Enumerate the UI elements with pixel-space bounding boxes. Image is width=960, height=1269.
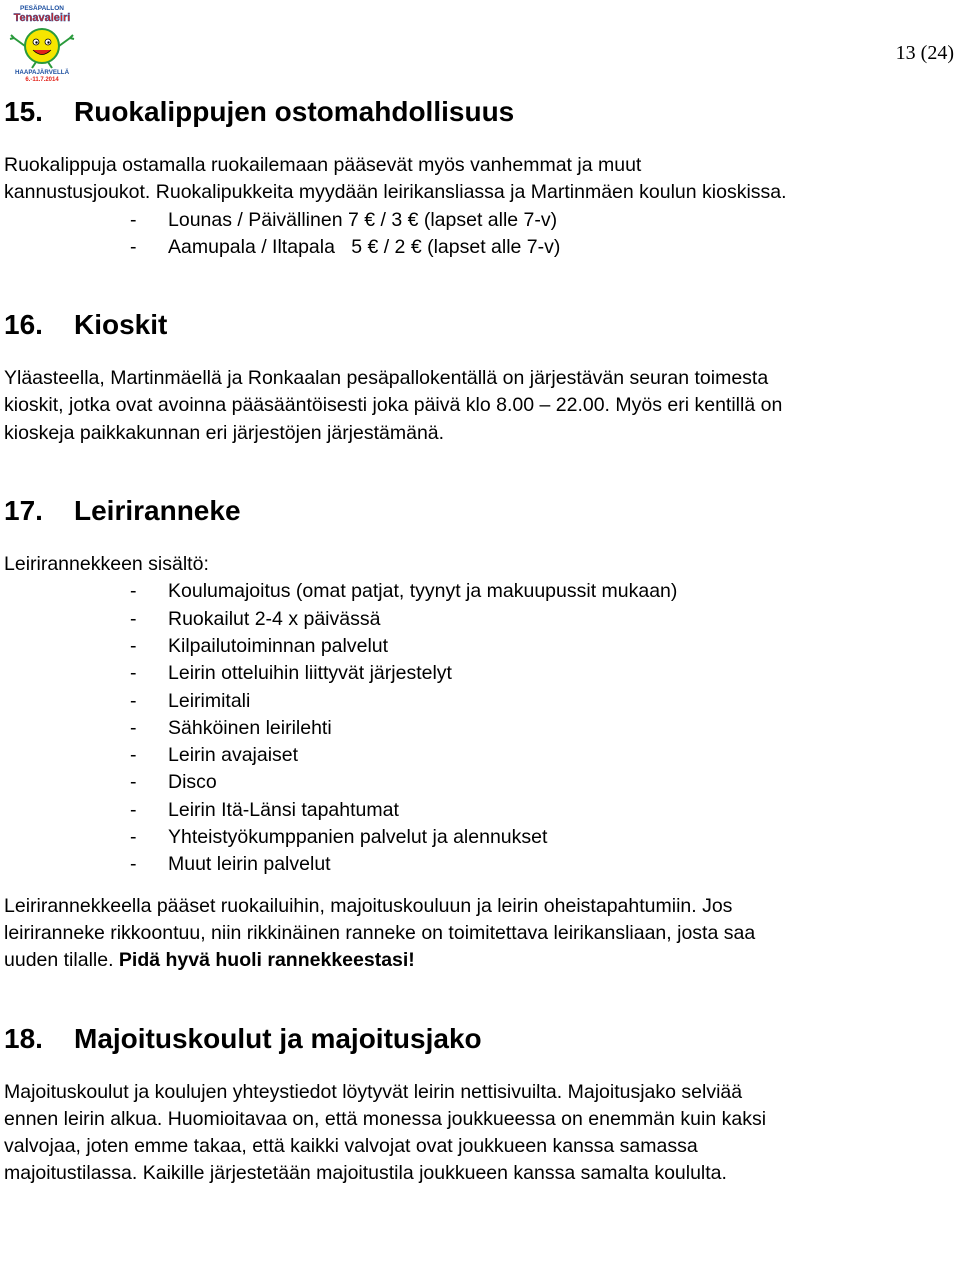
list-item: - Yhteistyökumppanien palvelut ja alennukset (130, 826, 548, 849)
section-18-heading (4, 1019, 954, 1059)
paragraph-line: valvojaa, joten emme takaa, että kaikki valvojat ovat joukkueen kanssa samassa (4, 1135, 698, 1158)
section-number: 16. (4, 309, 43, 341)
section-17-intro: Leirirannekkeen sisältö: (4, 553, 209, 576)
section-17-contents-list (4, 578, 954, 878)
section-title: Kioskit (74, 309, 168, 341)
list-item: - Leirin otteluihin liittyvät järjestelyt (130, 662, 452, 685)
paragraph-line: Ruokalippuja ostamalla ruokailemaan pääsevät myös vanhemmat ja muut (4, 154, 642, 176)
paragraph-line: Majoituskoulut ja koulujen yhteystiedot löytyvät leirin nettisivuilta. Majoitusjako selviää (4, 1080, 743, 1103)
list-item: - Koulumajoitus (omat patjat, tyynyt ja makuupussit mukaan) (130, 580, 678, 603)
logo-dates: 6.-11.7.2014 (25, 77, 59, 82)
list-item: - Lounas / Päivällinen 7 € / 3 € (lapset alle 7-v) (130, 208, 558, 231)
section-15-paragraph (4, 152, 954, 207)
section-16-heading (4, 305, 954, 345)
paragraph-line: kioskit, jotka ovat avoinna pääsääntöisesti joka päivä klo 8.00 – 22.00. Myös eri kentillä on (4, 394, 783, 417)
list-item: - Ruokailut 2-4 x päivässä (130, 607, 381, 630)
section-16-paragraph (4, 365, 954, 447)
logo-ball (25, 29, 59, 63)
tenavaleiri-logo (4, 2, 80, 82)
section-number: 17. (4, 495, 43, 527)
list-item: - Aamupala / Iltapala 5 € / 2 € (lapset alle 7-v) (130, 235, 561, 258)
list-item: - Leirin avajaiset (130, 744, 299, 767)
section-17-heading (4, 491, 954, 531)
paragraph-line: kioskeja paikkakunnan eri järjestöjen järjestämänä. (4, 421, 445, 444)
list-item: - Sähköinen leirilehti (130, 716, 332, 739)
paragraph-line: ennen leirin alkua. Huomioitavaa on, että monessa joukkueessa on enemmän kuin kaksi (4, 1107, 767, 1130)
section-17-paragraph (4, 893, 954, 975)
section-18-paragraph (4, 1079, 954, 1188)
section-title: Ruokalippujen ostomahdollisuus (74, 96, 515, 127)
logo-brand: Tenavaleiri (13, 12, 71, 24)
emphasis-text: Pidä hyvä huoli rannekkeestasi! (118, 949, 415, 972)
paragraph-line: kannustusjoukot. Ruokalipukkeita myydään leirikansliassa ja Martinmäen koulun kioskissa. (4, 181, 787, 204)
list-item: - Muut leirin palvelut (130, 853, 331, 876)
section-15-price-list (4, 207, 954, 262)
paragraph-line: majoitustilassa. Kaikille järjestetään majoitustila joukkueen kanssa samalta koululta. (4, 1162, 727, 1185)
section-number: 18. (4, 1022, 43, 1054)
section-number: 15. (4, 96, 43, 127)
list-item: - Leirin Itä-Länsi tapahtumat (130, 798, 399, 821)
list-item: - Disco (130, 771, 217, 794)
page-number: 13 (24) (895, 42, 954, 64)
list-item: - Leirimitali (130, 689, 251, 712)
paragraph-line: Yläasteella, Martinmäellä ja Ronkaalan pesäpallokentällä on järjestävän seuran toimesta (4, 367, 769, 390)
document-body (4, 92, 954, 1188)
section-title: Leiriranneke (74, 495, 241, 527)
section-title: Majoituskoulut ja majoitusjako (74, 1022, 482, 1054)
paragraph-line: uuden tilalle. Pidä hyvä huoli rannekkeestasi! (4, 949, 415, 972)
logo-text-bottom: HAAPAJÄRVELLÄ (14, 69, 70, 76)
list-item: - Kilpailutoiminnan palvelut (130, 634, 389, 657)
paragraph-line: leiriranneke rikkoontuu, niin rikkinäinen ranneke on toimitettava leirikansliaan, josta saa (4, 921, 756, 944)
section-15-heading (4, 92, 954, 132)
logo-text-top: PESÄPALLON (20, 5, 64, 12)
paragraph-line: Leirirannekkeella pääset ruokailuihin, majoituskouluun ja leirin oheistapahtumiin. Jos (4, 894, 733, 917)
